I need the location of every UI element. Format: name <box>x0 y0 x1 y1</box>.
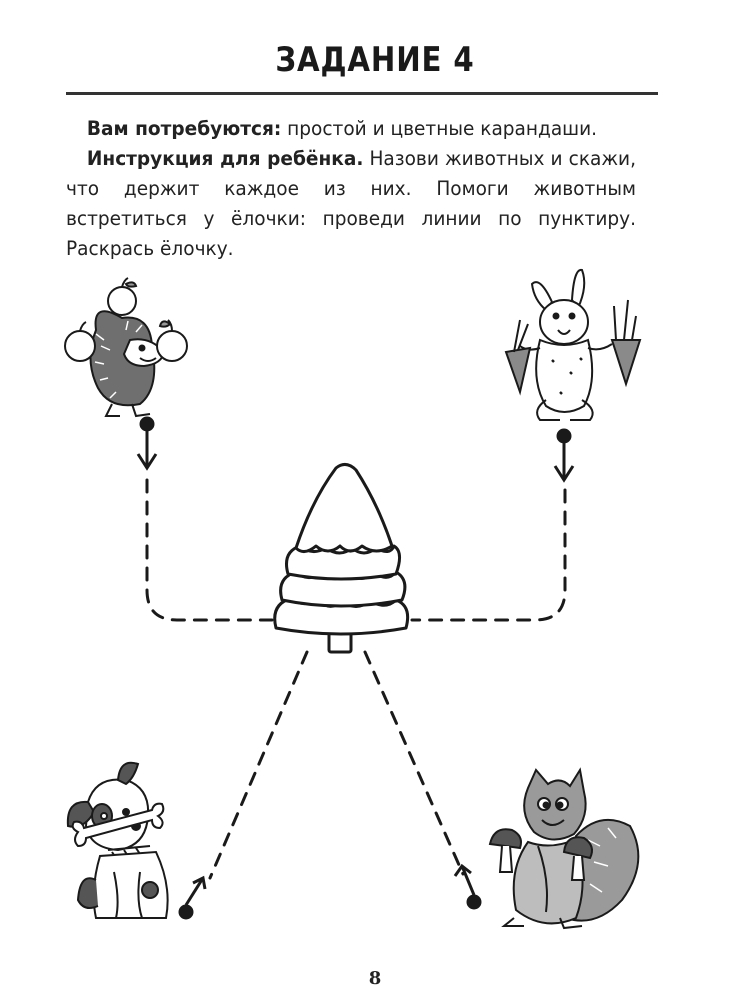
dog-path[interactable] <box>210 652 307 878</box>
squirrel-icon <box>490 770 638 928</box>
instruction-text: Назови животных и скажи, что держит каждое из них. Помоги животным встретиться у ёлочки: проведи линии по пунктиру. Раскрась ёлочку. <box>66 147 636 260</box>
christmas-tree-icon[interactable] <box>275 464 408 652</box>
dog-start-dot[interactable] <box>179 905 193 919</box>
page-number: 8 <box>368 968 382 989</box>
instruction-label: Инструкция для ребёнка. <box>86 147 364 170</box>
task-title: ЗАДАНИЕ 4 <box>275 40 475 80</box>
squirrel-path[interactable] <box>365 652 463 874</box>
materials-label: Вам потребуются: <box>86 117 282 140</box>
carrot-icon <box>506 320 530 392</box>
carrot-icon <box>612 300 640 384</box>
hedgehog-start-dot[interactable] <box>140 417 154 431</box>
hare-icon <box>506 270 640 420</box>
materials-text: простой и цветные карандаши. <box>287 117 598 140</box>
dog-icon <box>68 763 168 918</box>
squirrel-start-dot[interactable] <box>467 895 481 909</box>
hedgehog-path[interactable] <box>147 480 272 620</box>
apple-icon <box>157 320 187 361</box>
hare-path[interactable] <box>412 490 565 620</box>
hare-start-dot[interactable] <box>557 429 571 443</box>
apple-icon <box>108 278 136 315</box>
hedgehog-icon <box>65 278 187 416</box>
apple-icon <box>65 322 95 361</box>
